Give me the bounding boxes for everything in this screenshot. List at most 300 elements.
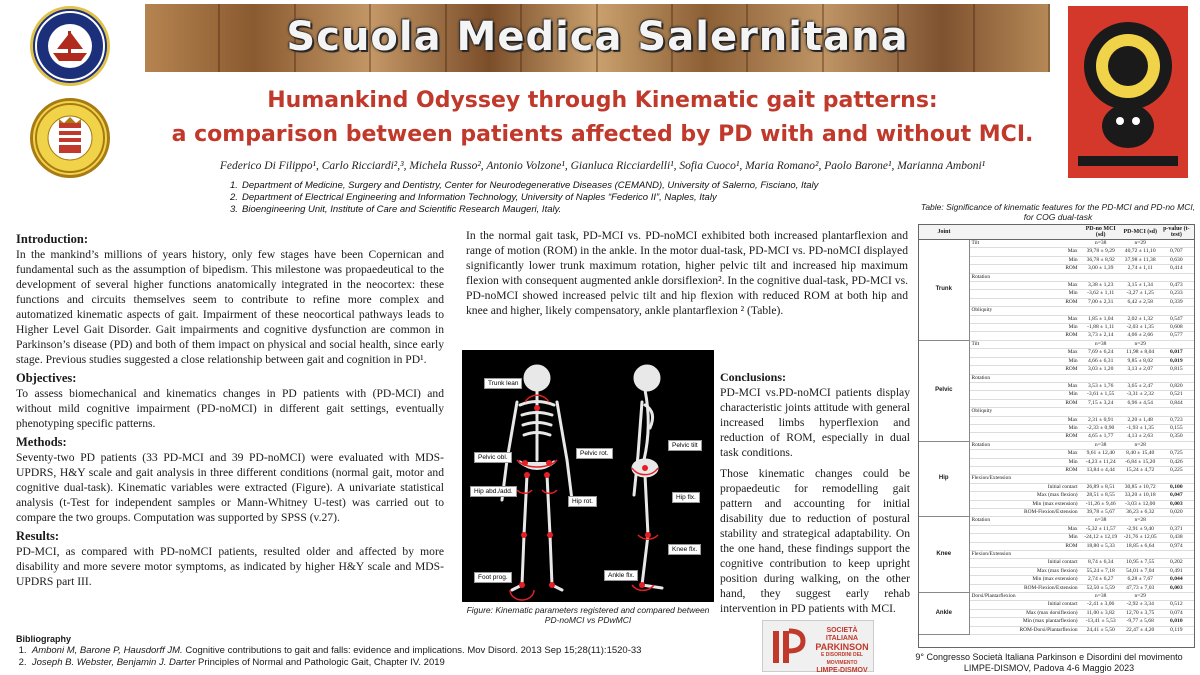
table-cell: -6,84 ± 15,20 xyxy=(1122,458,1159,466)
table-cell: 0,844 xyxy=(1159,399,1194,407)
table-cell xyxy=(969,282,1018,290)
table-cell: 0,017 xyxy=(1159,349,1194,357)
table-cell: Min xyxy=(1018,458,1080,466)
table-cell: n=28 xyxy=(1122,441,1159,449)
table-cell: Tilt xyxy=(969,340,1018,348)
table-cell: 0,608 xyxy=(1159,324,1194,332)
table-cell: 7,69 ± 6,24 xyxy=(1080,349,1122,357)
methods-heading: Methods: xyxy=(16,435,67,449)
table-cell: ROM xyxy=(1018,332,1080,340)
table-cell xyxy=(969,332,1018,340)
table-cell: 8,40 ± 15,40 xyxy=(1122,450,1159,458)
results-heading: Results: xyxy=(16,529,60,543)
table-cell: Max xyxy=(1018,315,1080,323)
table-cell xyxy=(969,256,1018,264)
table-cell: -3,03 ± 12,00 xyxy=(1122,500,1159,508)
limpe-logo-text: SOCIETÀ ITALIANA PARKINSON E DISORDINI DEL MOVIMENTO LIMPE-DISMOV xyxy=(815,627,869,674)
table-header-cell xyxy=(969,225,1080,240)
table-cell: 39,78 ± 9,29 xyxy=(1080,248,1122,256)
table-cell: 0,155 xyxy=(1159,424,1194,432)
table-cell: Min xyxy=(1018,424,1080,432)
table-cell: ROM xyxy=(1018,265,1080,273)
table-cell: 2,74 ± 1,11 xyxy=(1122,265,1159,273)
table-cell: Max (max dorsiflexion) xyxy=(1018,609,1080,617)
table-cell xyxy=(969,399,1018,407)
table-cell: 0,723 xyxy=(1159,416,1194,424)
kinematic-figure xyxy=(462,350,714,602)
table-cell: Min (max plantarflexion) xyxy=(1018,618,1080,626)
table-cell: 4,66 ± 6,31 xyxy=(1080,357,1122,365)
table-cell xyxy=(1018,408,1080,416)
congress-line-1: 9° Congresso Società Italiana Parkinson e Disordini del movimento xyxy=(915,652,1183,662)
poster-title-line2: a comparison between patients affected by PD with and without MCI. xyxy=(171,122,1034,147)
poster-title-line1: Humankind Odyssey through Kinematic gait patterns: xyxy=(267,88,938,113)
table-cell xyxy=(969,349,1018,357)
table-cell xyxy=(969,542,1018,550)
table-cell: Min xyxy=(1018,391,1080,399)
table-cell xyxy=(969,525,1018,533)
table-cell xyxy=(1080,374,1122,382)
table-cell xyxy=(1018,240,1080,248)
bibliography xyxy=(16,633,716,669)
table-cell: 11,00 ± 3,82 xyxy=(1080,609,1122,617)
table-cell: 9,61 ± 12,40 xyxy=(1080,450,1122,458)
table-cell: 3,13 ± 2,07 xyxy=(1122,366,1159,374)
table-cell: 6,42 ± 2,58 xyxy=(1122,298,1159,306)
table-cell: Obliquity xyxy=(969,408,1018,416)
table-cell xyxy=(969,576,1018,584)
table-cell: 0,820 xyxy=(1159,382,1194,390)
objectives-text: To assess biomechanical and kinematics changes in PD patients with (PD-MCI) and without mild cognitive impairment (PD-noMCI) in different gait settings, eventually phenotyping specific patterns. xyxy=(16,387,444,430)
table-cell: Rotation xyxy=(969,374,1018,382)
table-cell xyxy=(1122,273,1159,281)
table-cell: Initial contact xyxy=(1018,483,1080,491)
table-cell xyxy=(969,357,1018,365)
table-cell: Max xyxy=(1018,450,1080,458)
table-joint-cell: Pelvic xyxy=(919,340,969,441)
odyssey-artwork-logo xyxy=(1068,6,1188,178)
table-cell: 40,72 ± 11,10 xyxy=(1122,248,1159,256)
table-cell: 0,339 xyxy=(1159,298,1194,306)
table-cell: 0,577 xyxy=(1159,332,1194,340)
table-cell: 6,96 ± 4,54 xyxy=(1122,399,1159,407)
introduction-text: In the mankind’s millions of years history, only few stages have been Copernican and fundamental such as the assumption of bipedism. This milestone was propaedeutical to the development of several higher functions anatomically integrated in the neocortex: these functions and circuits themselves seem to contribute to refine more complex and automatized kinematic aspects of gait. Impairment of these neocortical pathways leads to Higher Level Gait Disorder. Gait impairments and cognitive dysfunction are common in Parkinson’s disease (PD) and both of them impact on physical and social health, since early stage. Previous studies suggested a close relationship between gait and cognition in PD¹. xyxy=(16,248,444,366)
table-cell xyxy=(1018,441,1080,449)
table-joint-cell: Trunk xyxy=(919,240,969,341)
table-cell xyxy=(969,416,1018,424)
table-cell xyxy=(969,559,1018,567)
table-cell: 24,41 ± 5,50 xyxy=(1080,626,1122,634)
table-header-cell: p-value (t-test) xyxy=(1159,225,1194,240)
affiliation-item: 1. Department of Medicine, Surgery and Dentistry, Center for Neurodegenerative Diseases (CEMAND), University of Salerno, Fisciano, Italy xyxy=(230,180,819,191)
table-cell: 0,003 xyxy=(1159,500,1194,508)
table-header-cell: Joint xyxy=(919,225,969,240)
table-cell: -9,77 ± 5,68 xyxy=(1122,618,1159,626)
header-banner xyxy=(145,4,1050,72)
table-cell: 0,202 xyxy=(1159,559,1194,567)
table-cell: -2,03 ± 1,35 xyxy=(1122,324,1159,332)
table-cell: 28,51 ± 8,55 xyxy=(1080,492,1122,500)
table-cell: 0,119 xyxy=(1159,626,1194,634)
table-cell: 0,100 xyxy=(1159,483,1194,491)
table-cell: n=28 xyxy=(1122,517,1159,525)
table-cell xyxy=(969,391,1018,399)
table-cell: Min xyxy=(1018,256,1080,264)
table-cell: 33,20 ± 10,18 xyxy=(1122,492,1159,500)
introduction-heading: Introduction: xyxy=(16,232,89,246)
table-cell: 0,725 xyxy=(1159,450,1194,458)
table-cell: 3,38 ± 1,23 xyxy=(1080,282,1122,290)
table-cell xyxy=(1122,307,1159,315)
table-cell: 2,20 ± 1,48 xyxy=(1122,416,1159,424)
congress-info xyxy=(900,652,1198,674)
table-cell xyxy=(969,483,1018,491)
table-cell: 0,371 xyxy=(1159,525,1194,533)
table-cell: 0,047 xyxy=(1159,492,1194,500)
table-cell: -4,23 ± 11,24 xyxy=(1080,458,1122,466)
bibliography-title: Bibliography xyxy=(16,634,72,644)
table-cell: 13,84 ± 4,44 xyxy=(1080,466,1122,474)
figure-label-ankle-flx: Ankle flx. xyxy=(604,570,638,581)
table-cell: 7,15 ± 3,24 xyxy=(1080,399,1122,407)
table-cell: Min xyxy=(1018,357,1080,365)
figure-label-hip-flx: Hip flx. xyxy=(672,492,700,503)
table-cell: -2,91 ± 9,40 xyxy=(1122,525,1159,533)
table-row xyxy=(919,240,1194,248)
table-cell: Initial contact xyxy=(1018,601,1080,609)
table-cell: 3,73 ± 2,14 xyxy=(1080,332,1122,340)
table-cell: 0,491 xyxy=(1159,567,1194,575)
table-cell: Flexion/Extension xyxy=(969,475,1018,483)
table-cell: 0,815 xyxy=(1159,366,1194,374)
table-cell: 26,89 ± 8,51 xyxy=(1080,483,1122,491)
results-text: PD-MCI, as compared with PD-noMCI patients, resulted older and affected by more disability and more severe motor symptoms, as indicated by higher H&Y scale and MDS-UPDRS part III. xyxy=(16,545,444,588)
table-cell: 30,85 ± 10,72 xyxy=(1122,483,1159,491)
table-cell: 22,47 ± 4,20 xyxy=(1122,626,1159,634)
table-cell xyxy=(969,466,1018,474)
table-cell xyxy=(969,382,1018,390)
table-cell: 0,473 xyxy=(1159,282,1194,290)
table-cell xyxy=(1159,240,1194,248)
table-cell: 3,53 ± 1,76 xyxy=(1080,382,1122,390)
table-cell: Min (max extension) xyxy=(1018,576,1080,584)
table-cell: 18,80 ± 5,33 xyxy=(1080,542,1122,550)
table-row xyxy=(919,340,1194,348)
table-cell: 55,24 ± 7,18 xyxy=(1080,567,1122,575)
table-cell: ROM xyxy=(1018,366,1080,374)
table-cell: Tilt xyxy=(969,240,1018,248)
author-list: Federico Di Filippo¹, Carlo Ricciardi²,³, Michela Russo², Antonio Volzone¹, Gianluca Ricciardelli¹, Sofia Cuoco¹, Maria Romano², Paolo Barone¹, Marianna Amboni¹ xyxy=(219,160,986,172)
table-cell: ROM-Dorsi/Plantarflexion xyxy=(1019,626,1078,633)
table-cell xyxy=(969,424,1018,432)
table-cell: -3,61 ± 1,55 xyxy=(1080,391,1122,399)
table-cell xyxy=(1080,475,1122,483)
table-cell: Flexion/Extension xyxy=(969,551,1018,559)
table-cell: 3,15 ± 1,34 xyxy=(1122,282,1159,290)
university-seal-logo xyxy=(30,98,110,178)
table-cell: 0,974 xyxy=(1159,542,1194,550)
kinematic-table xyxy=(918,224,1195,648)
table-cell: ROM-Flexion/Extension xyxy=(1018,584,1080,592)
table-cell: n=29 xyxy=(1122,340,1159,348)
conclusions-paragraph-2: Those kinematic changes could be propaedeutic for remodelling gait pattern and accounting for initial disability due to reduction of postural stability and strategical adaptability. On the one hand, these findings support the cognitive contribution to keep upright position during walking, on the other hand, they suggest early rehab intervention in PD patients with MCI. xyxy=(720,467,910,615)
conclusions-paragraph-1: PD-MCI vs.PD-noMCI patients display characteristic joints attitude with general increased limbs hyperflexion and reduction of ROM, especially in dual task conditions. xyxy=(720,386,910,459)
table-cell: 2,02 ± 1,32 xyxy=(1122,315,1159,323)
table-cell: 0,074 xyxy=(1159,609,1194,617)
table-cell: 37,98 ± 11,38 xyxy=(1122,256,1159,264)
table-cell: Initial contact xyxy=(1018,559,1080,567)
table-cell xyxy=(1122,408,1159,416)
table-cell: Max xyxy=(1018,382,1080,390)
table-cell: 6,28 ± 7,67 xyxy=(1122,576,1159,584)
table-cell xyxy=(1159,340,1194,348)
table-cell: ROM xyxy=(1018,466,1080,474)
table-cell: Rotation xyxy=(969,517,1018,525)
table-cell xyxy=(969,458,1018,466)
table-cell xyxy=(1122,551,1159,559)
table-cell xyxy=(969,626,1018,634)
figure-label-pelvic-rot: Pelvic rot. xyxy=(576,448,613,459)
table-cell: -1,93 ± 1,35 xyxy=(1122,424,1159,432)
table-header-cell: PD-no MCI (sd) xyxy=(1080,225,1122,240)
table-cell: 0,020 xyxy=(1159,509,1194,517)
table-row xyxy=(919,517,1194,525)
table-cell: 3,03 ± 1,20 xyxy=(1080,366,1122,374)
table-cell: 52,50 ± 5,59 xyxy=(1080,584,1122,592)
table-caption: Table: Significance of kinematic features for the PD-MCI and PD-no MCI, for COG dual-task xyxy=(920,202,1196,222)
table-joint-cell: Ankle xyxy=(919,593,969,635)
table-cell: Max xyxy=(1018,248,1080,256)
table-cell xyxy=(1159,517,1194,525)
table-cell: -24,12 ± 12,19 xyxy=(1080,534,1122,542)
table-cell: 4,06 ± 2,66 xyxy=(1122,332,1159,340)
table-cell xyxy=(969,500,1018,508)
table-cell xyxy=(969,601,1018,609)
table-cell: Min xyxy=(1018,324,1080,332)
table-cell: 0,010 xyxy=(1159,618,1194,626)
table-cell: Min (max extension) xyxy=(1018,500,1080,508)
table-cell xyxy=(1018,340,1080,348)
table-cell: n=38 xyxy=(1080,340,1122,348)
figure-label-hip-abd-add: Hip abd./add. xyxy=(470,486,517,497)
table-cell: -3,27 ± 1,25 xyxy=(1122,290,1159,298)
table-cell: n=38 xyxy=(1080,517,1122,525)
table-cell xyxy=(969,265,1018,273)
table-cell: Min xyxy=(1018,534,1080,542)
table-cell: Rotation xyxy=(969,441,1018,449)
table-cell: 8,74 ± 6,34 xyxy=(1080,559,1122,567)
table-cell xyxy=(1122,374,1159,382)
table-cell xyxy=(1018,475,1080,483)
table-cell: 7,00 ± 2,31 xyxy=(1080,298,1122,306)
table-cell: n=38 xyxy=(1080,441,1122,449)
figure-label-pelvic-obl: Pelvic obl. xyxy=(474,452,512,463)
table-cell: 1,85 ± 1,04 xyxy=(1080,315,1122,323)
objectives-heading: Objectives: xyxy=(16,371,77,385)
conclusions-section xyxy=(720,370,910,622)
figure-label-pelvic-tilt: Pelvic tilt xyxy=(668,440,702,451)
table-cell xyxy=(969,324,1018,332)
table-cell: Max xyxy=(1018,525,1080,533)
table-cell xyxy=(969,509,1018,517)
left-column xyxy=(16,228,444,591)
table-cell: 54,01 ± 7,04 xyxy=(1122,567,1159,575)
table-cell: 9,85 ± 8,02 xyxy=(1122,357,1159,365)
table-cell: 3,65 ± 2,47 xyxy=(1122,382,1159,390)
table-cell: -13,41 ± 5,53 xyxy=(1080,618,1122,626)
table-cell: Obliquity xyxy=(969,307,1018,315)
table-cell: 2,31 ± 0,91 xyxy=(1080,416,1122,424)
figure-label-trunk-lean: Trunk lean xyxy=(484,378,522,389)
table-cell xyxy=(1159,408,1194,416)
table-cell: Max xyxy=(1018,282,1080,290)
table-cell: 0,438 xyxy=(1159,534,1194,542)
table-cell: n=29 xyxy=(1122,240,1159,248)
table-cell: -21,76 ± 12,05 xyxy=(1123,534,1157,541)
table-cell: ROM xyxy=(1018,399,1080,407)
table-cell: n=29 xyxy=(1122,593,1159,601)
results-continued-text: In the normal gait task, PD-MCI vs. PD-noMCI exhibited both increased plantarflexion and range of motion (ROM) in the ankle. In the motor dual-task, PD-MCI vs. PD-noMCI displayed significantly lower trunk maximum rotation, higher pelvic tilt and increased hip maximum flexion with consequent augmented ankle dorsiflexion². In the cognitive dual-task, PD-MCI vs. PD-noMCI showed increased pelvic tilt and hip flexion with reduced ROM at both hip and knee and higher, likely compensatory, ankle plantarflexion ² (Table). xyxy=(466,229,909,317)
table-header-row xyxy=(919,225,1194,240)
table-cell xyxy=(1159,475,1194,483)
table-cell xyxy=(969,534,1018,542)
table-cell: Max xyxy=(1018,349,1080,357)
affiliation-list xyxy=(230,180,910,216)
table-cell xyxy=(969,567,1018,575)
table-joint-cell: Hip xyxy=(919,441,969,517)
table-cell xyxy=(1018,307,1080,315)
table-cell: ROM-Flexion/Extension xyxy=(1018,509,1080,517)
table-cell: -2,41 ± 3,06 xyxy=(1080,601,1122,609)
table-cell xyxy=(969,584,1018,592)
table-cell: -2,92 ± 3,34 xyxy=(1122,601,1159,609)
figure-label-hip-rot: Hip rot. xyxy=(568,496,597,507)
table-cell xyxy=(1159,441,1194,449)
table-cell: ROM xyxy=(1018,298,1080,306)
table-cell: 0,019 xyxy=(1159,357,1194,365)
table-cell: Dorsi/Plantarflexion xyxy=(969,593,1018,601)
table-cell: 0,512 xyxy=(1159,601,1194,609)
table-cell: 10,95 ± 7,55 xyxy=(1122,559,1159,567)
table-cell: 3,00 ± 1,39 xyxy=(1080,265,1122,273)
table-cell: 0,707 xyxy=(1159,248,1194,256)
table-cell: 0,426 xyxy=(1159,458,1194,466)
table-joint-cell: Knee xyxy=(919,517,969,593)
table-cell: 36,23 ± 6,32 xyxy=(1122,509,1159,517)
table-cell: n=38 xyxy=(1080,240,1122,248)
methods-text: Seventy-two PD patients (33 PD-MCI and 39 PD-noMCI) were evaluated with MDS-UPDRS, H&Y scale and gait analysis in three different conditions (normal gait, motor and cognitive dual-task). Kinematic variables were extracted (Figure). A univariate statistical analysis (t-Test for independent samples or Mann-Whitney U-test) was carried out to compare the two groups. Computation was supported by SPSS (v.27). xyxy=(16,451,444,524)
table-cell xyxy=(1159,273,1194,281)
table-cell: Rotation xyxy=(969,273,1018,281)
table-cell xyxy=(1080,408,1122,416)
limpe-symbol-icon xyxy=(769,627,807,667)
table-cell: Max (max flexion) xyxy=(1018,492,1080,500)
table-cell: 2,74 ± 6,27 xyxy=(1080,576,1122,584)
table-cell: -5,32 ± 11,57 xyxy=(1080,525,1122,533)
table-cell: Max (max flexion) xyxy=(1018,567,1080,575)
table-cell: 12,70 ± 3,75 xyxy=(1122,609,1159,617)
table-cell: 0,225 xyxy=(1159,466,1194,474)
table-cell xyxy=(1018,593,1080,601)
table-cell: 11,98 ± 8,04 xyxy=(1122,349,1159,357)
table-cell: 18,85 ± 6,64 xyxy=(1122,542,1159,550)
table-cell: 47,73 ± 7,03 xyxy=(1122,584,1159,592)
table-cell xyxy=(969,492,1018,500)
table-cell xyxy=(969,366,1018,374)
table-cell: 0,521 xyxy=(1159,391,1194,399)
table-cell: 0,414 xyxy=(1159,265,1194,273)
table-cell: 0,547 xyxy=(1159,315,1194,323)
table-cell: 4,13 ± 2,63 xyxy=(1122,433,1159,441)
table-cell: 0,044 xyxy=(1159,576,1194,584)
cemand-logo xyxy=(30,6,110,86)
table-cell: n=38 xyxy=(1080,593,1122,601)
table-cell: 4,65 ± 1,77 xyxy=(1080,433,1122,441)
table-cell: -3,62 ± 1,11 xyxy=(1080,290,1122,298)
table-cell: -2,33 ± 0,90 xyxy=(1080,424,1122,432)
table-cell xyxy=(1018,517,1080,525)
figure-label-foot-prog: Foot prog. xyxy=(474,572,512,583)
limpe-dismov-logo xyxy=(762,620,874,672)
table-cell xyxy=(969,450,1018,458)
table-cell xyxy=(1122,475,1159,483)
table-cell xyxy=(1018,374,1080,382)
table-cell: 39,78 ± 5,67 xyxy=(1080,509,1122,517)
table-cell: 0,233 xyxy=(1159,290,1194,298)
bibliography-item: 1. Amboni M, Barone P, Hausdorff JM. Cognitive contributions to gait and falls: evidence and implications. Mov Disord. 2013 Sep 15;28(11):1520-33 xyxy=(18,645,642,656)
bibliography-item: 2. Joseph B. Webster, Benjamin J. Darter Principles of Normal and Pathologic Gait, Chapter IV. 2019 xyxy=(18,657,445,668)
table-cell: -11,26 ± 9,46 xyxy=(1080,500,1122,508)
table-row xyxy=(919,441,1194,449)
table-cell: 0,350 xyxy=(1159,433,1194,441)
table-cell xyxy=(969,609,1018,617)
table-cell xyxy=(1159,551,1194,559)
table-cell xyxy=(1159,307,1194,315)
table-cell xyxy=(1159,593,1194,601)
banner-title: Scuola Medica Salernitana xyxy=(286,14,909,60)
figure-caption: Figure: Kinematic parameters registered and compared between PD-noMCI vs PDwMCI xyxy=(466,605,710,625)
table-cell: ROM xyxy=(1018,542,1080,550)
conclusions-heading: Conclusions: xyxy=(720,370,787,384)
table-cell: 0,630 xyxy=(1159,256,1194,264)
table-cell: ROM xyxy=(1018,433,1080,441)
table-cell xyxy=(1018,273,1080,281)
table-cell xyxy=(969,315,1018,323)
figure-label-knee-flx: Knee flx. xyxy=(668,544,701,555)
table-cell xyxy=(969,298,1018,306)
table-cell xyxy=(969,618,1018,626)
table-cell xyxy=(969,290,1018,298)
affiliation-item: 2. Department of Electrical Engineering and Information Technology, University of Naples “Federico II”, Naples, Italy xyxy=(230,192,717,203)
table-cell: -3,31 ± 2,32 xyxy=(1122,391,1159,399)
table-header-cell: PD-MCI (sd) xyxy=(1122,225,1159,240)
table-cell: 15,24 ± 4,72 xyxy=(1122,466,1159,474)
table-cell xyxy=(1080,551,1122,559)
table-cell: -1,88 ± 1,11 xyxy=(1080,324,1122,332)
table-cell xyxy=(969,248,1018,256)
table-row xyxy=(919,593,1194,601)
table-cell: 36,78 ± 8,92 xyxy=(1080,256,1122,264)
table-cell xyxy=(1159,374,1194,382)
table-cell: Min xyxy=(1018,290,1080,298)
congress-line-2: LIMPE-DISMOV, Padova 4-6 Maggio 2023 xyxy=(963,663,1135,673)
table-cell xyxy=(1080,307,1122,315)
table-cell xyxy=(1018,551,1080,559)
table-cell xyxy=(1080,273,1122,281)
table-cell: Max xyxy=(1018,416,1080,424)
affiliation-item: 3. Bioengineering Unit, Institute of Care and Scientific Research Maugeri, Italy. xyxy=(230,204,562,215)
table-cell xyxy=(969,433,1018,441)
